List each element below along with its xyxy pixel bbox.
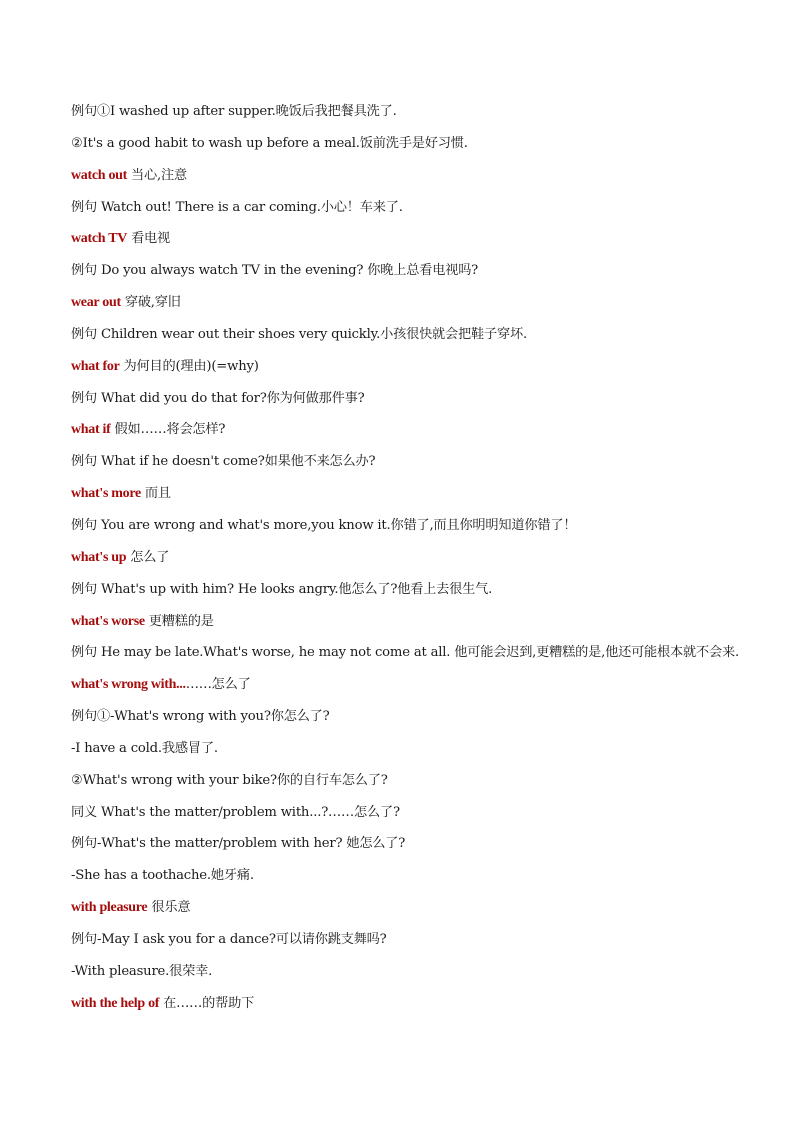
phrase-meaning: 穿破,穿旧 bbox=[120, 295, 181, 311]
phrase-term: what's up bbox=[71, 549, 127, 565]
entry-line bbox=[71, 896, 751, 928]
example-text: 例句-What's the matter/problem with her? 她怎么了? bbox=[71, 836, 406, 852]
example-text: 例句①I washed up after supper.晚饭后我把餐具洗了. bbox=[71, 104, 397, 119]
entry-line bbox=[71, 482, 751, 514]
phrase-meaning: 怎么了 bbox=[126, 549, 170, 565]
example-line bbox=[71, 737, 751, 769]
phrase-term: what's more bbox=[71, 486, 141, 502]
phrase-meaning: 为何目的(理由)(=why) bbox=[119, 358, 259, 374]
example-text: 例句①-What's wrong with you?你怎么了? bbox=[71, 709, 330, 725]
entry-line bbox=[71, 355, 751, 387]
phrase-term: what's worse bbox=[71, 613, 145, 629]
example-text: 例句 Do you always watch TV in the evening? 你晚上总看电视吗? bbox=[71, 263, 479, 279]
example-text: 例句 Children wear out their shoes very quickly.小孩很快就会把鞋子穿坏. bbox=[71, 326, 527, 342]
example-line bbox=[71, 641, 751, 673]
example-text: -She has a toothache.她牙痛. bbox=[71, 868, 254, 884]
example-line bbox=[71, 769, 751, 801]
entry-line bbox=[71, 164, 751, 196]
example-text: ②What's wrong with your bike?你的自行车怎么了? bbox=[71, 772, 388, 788]
example-line bbox=[71, 960, 751, 992]
example-line bbox=[71, 387, 751, 419]
phrase-meaning: 在……的帮助下 bbox=[159, 995, 255, 1011]
example-line bbox=[71, 259, 751, 291]
phrase-meaning: ……怎么了 bbox=[185, 677, 251, 693]
example-text: 例句 What did you do that for?你为何做那件事? bbox=[71, 390, 365, 406]
phrase-meaning: 很乐意 bbox=[147, 900, 191, 916]
example-text: 例句 What if he doesn't come?如果他不来怎么办? bbox=[71, 454, 376, 470]
entry-line bbox=[71, 227, 751, 259]
phrase-term: what's wrong with... bbox=[71, 677, 186, 693]
example-text: 例句 What's up with him? He looks angry.他怎么了?他看上去很生气. bbox=[71, 581, 493, 597]
entry-line bbox=[71, 673, 751, 705]
example-line bbox=[71, 323, 751, 355]
example-text: 例句 He may be late.What's worse, he may not come at all. 他可能会迟到,更糟糕的是,他还可能根本就不会来. bbox=[71, 645, 739, 661]
example-line bbox=[71, 514, 751, 546]
phrase-term: what if bbox=[71, 422, 111, 438]
phrase-term: wear out bbox=[71, 295, 121, 311]
phrase-meaning: 更糟糕的是 bbox=[144, 613, 214, 629]
example-line bbox=[71, 864, 751, 896]
example-line bbox=[71, 832, 751, 864]
entry-line bbox=[71, 418, 751, 450]
example-text: 同义 What's the matter/problem with...?……怎么了? bbox=[71, 804, 400, 820]
example-text: -With pleasure.很荣幸. bbox=[71, 963, 213, 979]
example-text: 例句 You are wrong and what's more,you know it.你错了,而且你明明知道你错了！ bbox=[71, 517, 577, 533]
example-line bbox=[71, 132, 751, 164]
example-text: ②It's a good habit to wash up before a meal.饭前洗手是好习惯. bbox=[71, 135, 468, 151]
example-line bbox=[71, 100, 751, 132]
entry-line bbox=[71, 992, 751, 1024]
phrase-term: with the help of bbox=[71, 995, 160, 1011]
example-line bbox=[71, 578, 751, 610]
entry-line bbox=[71, 546, 751, 578]
example-text: 例句-May I ask you for a dance?可以请你跳支舞吗? bbox=[71, 931, 387, 947]
phrase-term: with pleasure bbox=[71, 900, 148, 916]
example-line bbox=[71, 928, 751, 960]
phrase-meaning: 当心,注意 bbox=[127, 167, 187, 183]
phrase-term: what for bbox=[71, 358, 120, 374]
phrase-term: watch TV bbox=[71, 231, 128, 247]
phrase-term: watch out bbox=[71, 167, 128, 183]
entry-line bbox=[71, 610, 751, 642]
phrase-meaning: 而且 bbox=[140, 486, 171, 502]
synonym-line bbox=[71, 801, 751, 833]
example-text: 例句 Watch out! There is a car coming.小心！车来了. bbox=[71, 199, 403, 215]
example-line bbox=[71, 450, 751, 482]
document-page bbox=[71, 100, 751, 1023]
example-line bbox=[71, 705, 751, 737]
phrase-meaning: 看电视 bbox=[127, 231, 171, 247]
example-line bbox=[71, 196, 751, 228]
phrase-meaning: 假如……将会怎样? bbox=[110, 422, 226, 438]
entry-line bbox=[71, 291, 751, 323]
example-text: -I have a cold.我感冒了. bbox=[71, 740, 218, 756]
